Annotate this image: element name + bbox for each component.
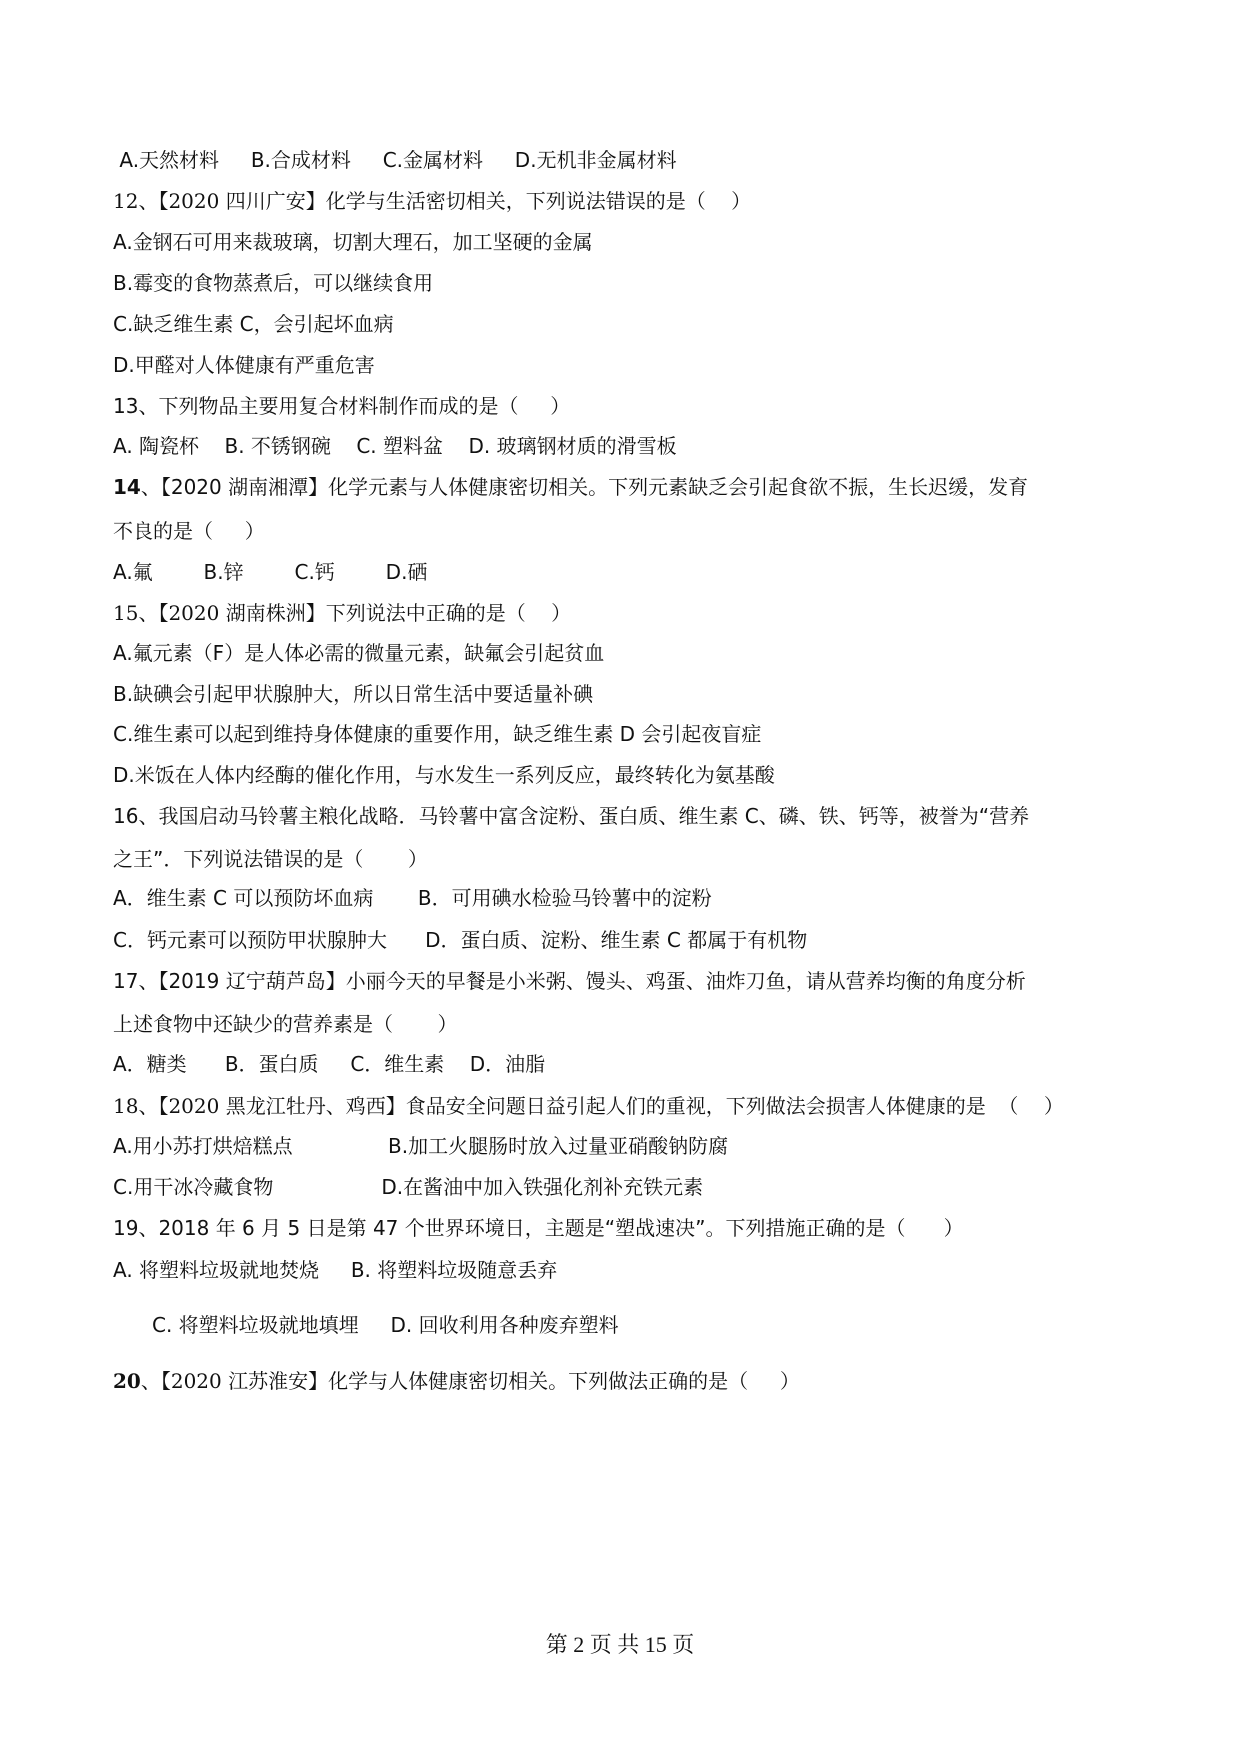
q18-options-cd: C.用干冰冷藏食物 D.在酱油中加入铁强化剂补充铁元素 [113,1175,704,1199]
q14-number: 14 [113,475,141,499]
q19-options-ab: A. 将塑料垃圾就地焚烧 B. 将塑料垃圾随意丢弃 [113,1258,558,1282]
q12-option-c: C.缺乏维生素 C，会引起坏血病 [113,312,394,336]
q12-option-d: D.甲醛对人体健康有严重危害 [113,353,375,377]
q15-option-b: B.缺碘会引起甲状腺肿大，所以日常生活中要适量补碘 [113,682,594,706]
q11-options: A.天然材料 B.合成材料 C.金属材料 D.无机非金属材料 [113,148,677,172]
q17-stem-line-2: 上述食物中还缺少的营养素是（ ） [113,1012,458,1036]
q12-option-a: A.金钢石可用来裁玻璃，切割大理石，加工坚硬的金属 [113,230,593,254]
q16-stem-line-1: 16、我国启动马铃薯主粮化战略．马铃薯中富含淀粉、蛋白质、维生素 C、磷、铁、钙等，被誉为“营养 [113,804,1030,828]
q14-stem-line-1 [113,475,1028,499]
q15-option-a: A.氟元素（F）是人体必需的微量元素，缺氟会引起贫血 [113,641,605,665]
q17-stem-line-1 [113,969,1026,993]
q15-option-d: D.米饭在人体内经酶的催化作用，与水发生一系列反应，最终转化为氨基酸 [113,763,775,787]
page-footer: 第 2 页 共 15 页 [545,1632,695,1657]
q14-stem-line-2: 不良的是（ ） [113,519,265,543]
q19-stem: 19、2018 年 6 月 5 日是第 47 个世界环境日，主题是“塑战速决”。下列措施正确的是（ ） [113,1216,964,1240]
q14-stem-text: 、【2020 湖南湘潭】化学元素与人体健康密切相关。下列元素缺乏会引起食欲不振，生长迟缓，发育 [140,475,1029,499]
q15-option-c: C.维生素可以起到维持身体健康的重要作用，缺乏维生素 D 会引起夜盲症 [113,722,762,746]
q16-stem-line-2: 之王”．下列说法错误的是（ ） [113,847,428,871]
q13-stem: 13、下列物品主要用复合材料制作而成的是（ ） [113,394,571,418]
q18-options-ab: A.用小苏打烘焙糕点 B.加工火腿肠时放入过量亚硝酸钠防腐 [113,1134,729,1158]
q15-stem: 15、【2020 湖南株洲】下列说法中正确的是（ ） [113,601,572,625]
q12-option-b: B.霉变的食物蒸煮后，可以继续食用 [113,271,434,295]
q17-number: 17 [113,969,139,993]
q20-stem [113,1369,800,1393]
q18-stem: 18、【2020 黑龙江牡丹、鸡西】食品安全问题日益引起人们的重视，下列做法会损害人体健康的是 （ ） [113,1094,1064,1118]
q17-stem-text: 、【2019 辽宁葫芦岛】小丽今天的早餐是小米粥、馒头、鸡蛋、油炸刀鱼，请从营养均衡的角度分析 [138,969,1026,993]
q16-options-ab: A．维生素 C 可以预防坏血病 B．可用碘水检验马铃薯中的淀粉 [113,886,712,910]
q20-stem-text: 、【2020 江苏淮安】化学与人体健康密切相关。下列做法正确的是（ ） [140,1369,800,1393]
q20-number: 20 [113,1369,141,1393]
q19-options-cd: C. 将塑料垃圾就地填埋 D. 回收利用各种废弃塑料 [152,1313,619,1337]
q14-options: A.氟 B.锌 C.钙 D.硒 [113,560,428,584]
q13-options: A. 陶瓷杯 B. 不锈钢碗 C. 塑料盆 D. 玻璃钢材质的滑雪板 [113,434,677,458]
q16-options-cd: C．钙元素可以预防甲状腺肿大 D．蛋白质、淀粉、维生素 C 都属于有机物 [113,928,808,952]
q17-options: A．糖类 B．蛋白质 C．维生素 D．油脂 [113,1052,546,1076]
q12-stem: 12、【2020 四川广安】化学与生活密切相关，下列说法错误的是（ ） [113,189,752,213]
